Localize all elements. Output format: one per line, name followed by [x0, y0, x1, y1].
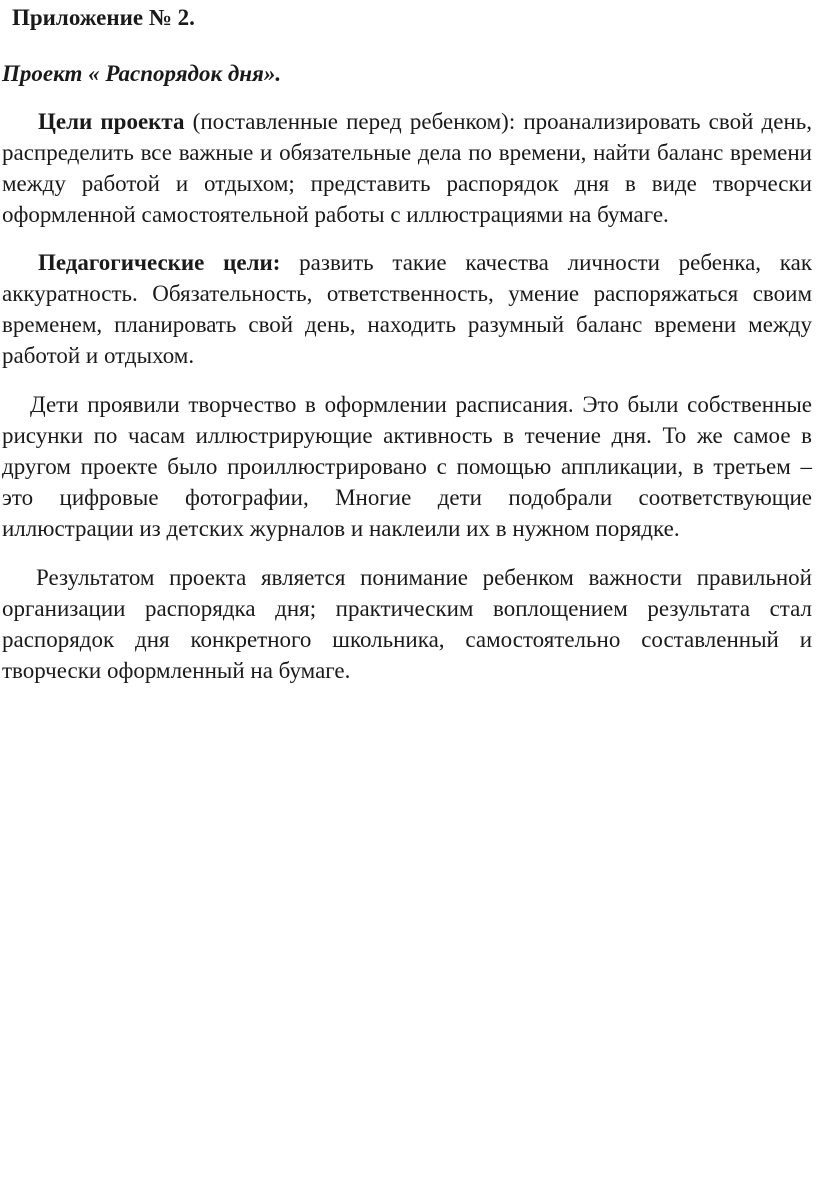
pedagogical-goals-paragraph	[2, 247, 812, 371]
project-goals-paragraph	[2, 106, 812, 230]
project-goals-text: (поставленные перед ребенком): проанализировать свой день, распределить все важные и обязательные дела по времени, найти баланс времени между работой и отдыхом; представить распорядок дня в виде творчески оформленной самостоятельной работы с иллюстрациями на бумаге.	[2, 109, 812, 227]
appendix-heading: Приложение № 2.	[12, 5, 195, 30]
project-title: Проект « Распорядок дня».	[2, 61, 282, 86]
pedagogical-goals-lead: Педагогические цели:	[38, 250, 281, 275]
result-paragraph: Результатом проекта является понимание ребенком важности правильной организации распорядка дня; практическим воплощением результата стал распорядок дня конкретного школьника, самостоятельно составленный и творчески оформленный на бумаге.	[2, 565, 812, 683]
pedagogical-goals-text: развить такие качества личности ребенка, как аккуратность. Обязательность, ответственность, умение распоряжаться своим временем, планировать свой день, находить разумный баланс времени между работой и отдыхом.	[2, 250, 812, 368]
creativity-paragraph: Дети проявили творчество в оформлении расписания. Это были собственные рисунки по часам иллюстрирующие активность в течение дня. То же самое в другом проекте было проиллюстрировано с помощью аппликации, в третьем – это цифровые фотографии, Многие дети подобрали соответствующие иллюстрации из детских журналов и наклеили их в нужном порядке.	[2, 392, 812, 541]
project-goals-lead: Цели проекта	[38, 109, 185, 134]
